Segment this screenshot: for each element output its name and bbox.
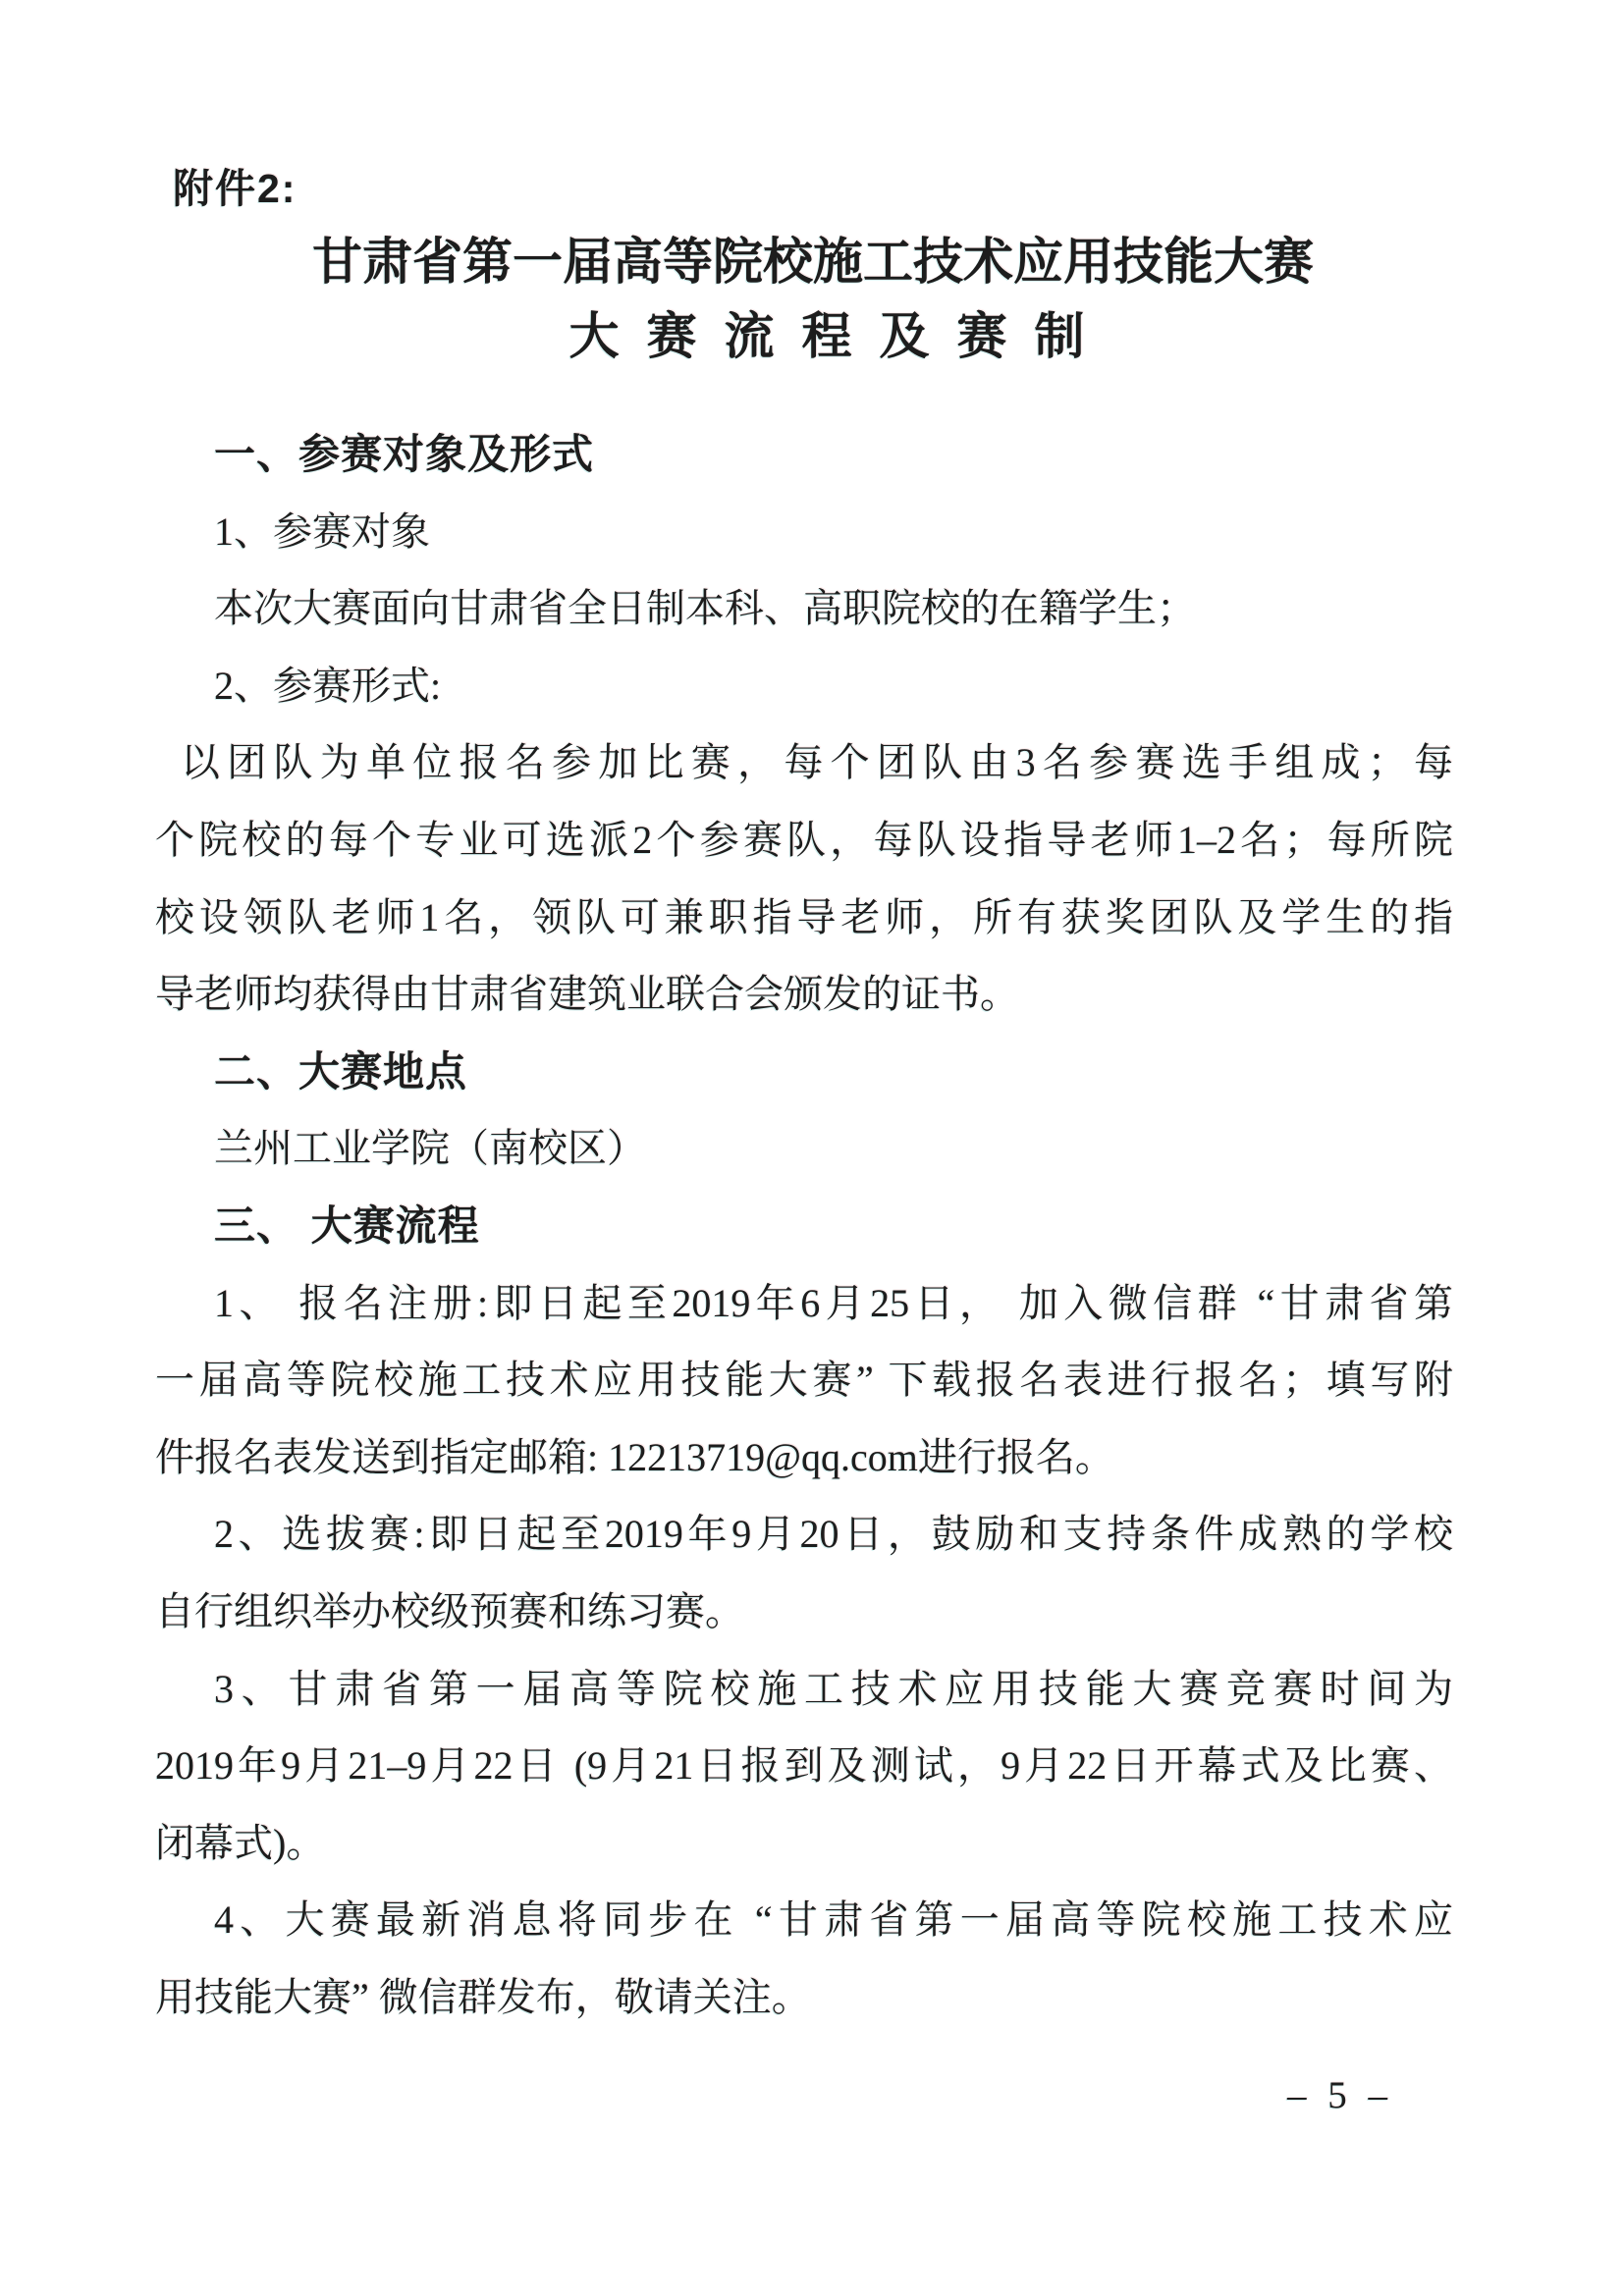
para-news-line2: 用技能大赛” 微信群发布，敬请关注。 bbox=[155, 1974, 811, 2019]
page-number: – 5 – bbox=[1287, 2074, 1393, 2116]
para-participants-label: 1、参赛对象 bbox=[214, 508, 430, 554]
para-format-line4: 导老师均获得由甘肃省建筑业联合会颁发的证书。 bbox=[155, 972, 1019, 1017]
para-schedule-line2: 2019年9月21–9月22日 (9月21日报到及测试，9月22日开幕式及比赛、 bbox=[155, 1743, 1453, 1789]
para-format-line2: 个院校的每个专业可选派2个参赛队，每队设指导老师1–2名；每所院 bbox=[155, 817, 1453, 862]
para-registration-line2: 一届高等院校施工技术应用技能大赛” 下载报名表进行报名；填写附 bbox=[155, 1358, 1453, 1403]
para-selection-line2: 自行组织举办校级预赛和练习赛。 bbox=[155, 1588, 744, 1633]
section-1-heading: 一、参赛对象及形式 bbox=[214, 431, 595, 477]
document-title-line2: 大赛流程及赛制 bbox=[568, 310, 1112, 365]
para-venue-text: 兰州工业学院（南校区） bbox=[214, 1126, 646, 1171]
attachment-label: 附件2: bbox=[173, 166, 298, 211]
para-format-label: 2、参赛形式: bbox=[214, 663, 442, 708]
section-3-heading: 三、 大赛流程 bbox=[214, 1201, 480, 1249]
para-participants-text: 本次大赛面向甘肃省全日制本科、高职院校的在籍学生； bbox=[214, 586, 1196, 631]
document-body bbox=[155, 416, 1453, 2036]
para-format-line1: 以团队为单位报名参加比赛，每个团队由3名参赛选手组成；每 bbox=[181, 740, 1453, 785]
para-registration-line1: 1、 报名注册:即日起至2019年6月25日， 加入微信群 “甘肃省第 bbox=[214, 1280, 1453, 1325]
para-registration-line3: 件报名表发送到指定邮箱: 12213719@qq.com进行报名。 bbox=[155, 1434, 1114, 1479]
para-news-line1: 4、大赛最新消息将同步在 “甘肃省第一届高等院校施工技术应 bbox=[214, 1897, 1453, 1943]
para-selection-line1: 2、选拔赛:即日起至2019年9月20日，鼓励和支持条件成熟的学校 bbox=[214, 1512, 1453, 1557]
para-format-line3: 校设领队老师1名，领队可兼职指导老师，所有获奖团队及学生的指 bbox=[155, 894, 1453, 939]
document-title-line1: 甘肃省第一届高等院校施工技术应用技能大赛 bbox=[311, 236, 1314, 291]
section-2-heading: 二、大赛地点 bbox=[214, 1047, 468, 1095]
para-schedule-line3: 闭幕式)。 bbox=[155, 1820, 326, 1865]
para-schedule-line1: 3、甘肃省第一届高等院校施工技术应用技能大赛竞赛时间为 bbox=[214, 1666, 1453, 1711]
